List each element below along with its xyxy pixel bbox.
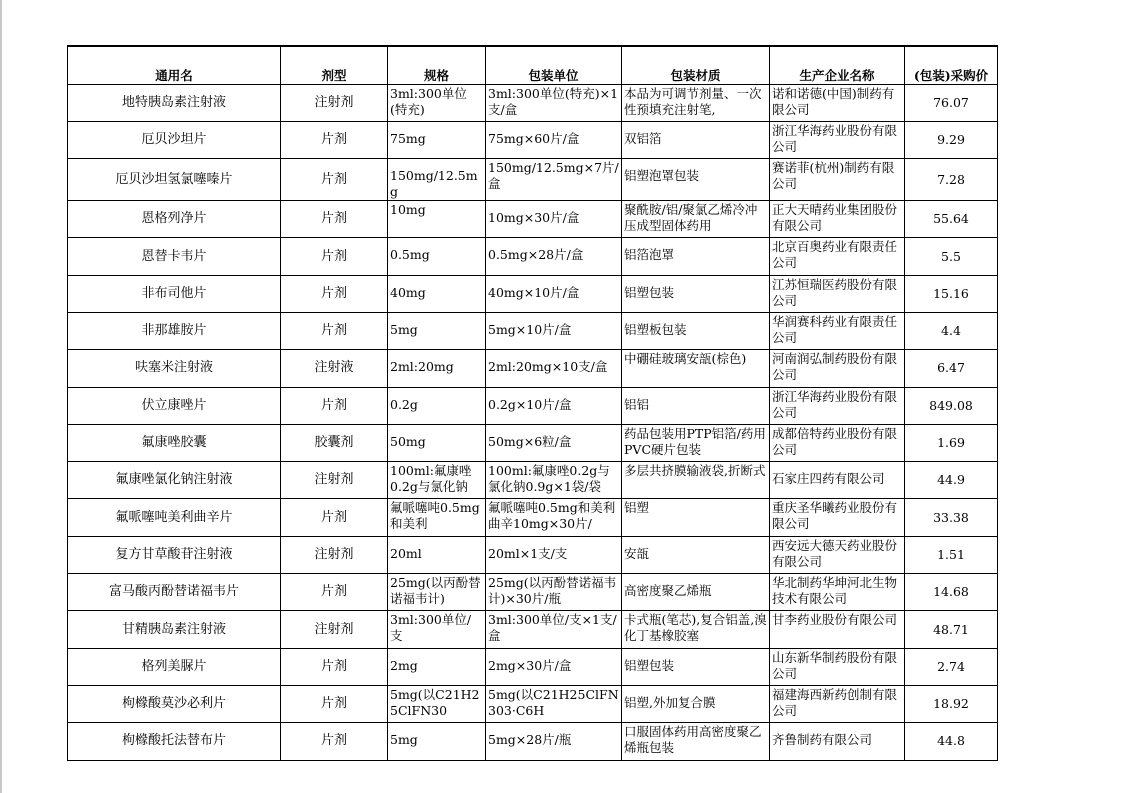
cell-form: 胶囊剂 <box>281 424 388 461</box>
cell-manufacturer-text: 甘李药业股份有限公司 <box>772 612 898 628</box>
table-row <box>68 350 998 387</box>
cell-manufacturer-text: 河南润弘制药股份有限公司 <box>772 351 898 383</box>
cell-spec-text: 75mg <box>390 130 426 146</box>
cell-pack-material-text: 安瓿 <box>624 545 650 561</box>
cell-form: 片剂 <box>281 574 388 611</box>
cell-name: 复方甘草酸苷注射液 <box>68 536 281 573</box>
cell-pack-material-text: 铝铝 <box>624 396 650 412</box>
cell-pack-material <box>622 201 770 238</box>
cell-pack-material <box>622 499 770 536</box>
table-row <box>68 723 998 760</box>
cell-form: 注射剂 <box>281 462 388 499</box>
cell-spec-text: 2ml:20mg <box>390 359 454 375</box>
cell-pack-unit <box>486 159 622 201</box>
cell-manufacturer <box>770 462 905 499</box>
cell-spec <box>388 201 486 238</box>
cell-name: 氟康唑氯化钠注射液 <box>68 462 281 499</box>
cell-pack-unit <box>486 275 622 312</box>
cell-manufacturer-text: 重庆圣华曦药业股份有限公司 <box>772 500 898 532</box>
cell-pack-unit-text: 5mg×10片/盒 <box>488 321 572 337</box>
cell-spec-text: 0.2g <box>390 396 418 412</box>
cell-price: 2.74 <box>905 648 998 685</box>
cell-pack-unit <box>486 648 622 685</box>
cell-form: 注射液 <box>281 350 388 387</box>
cell-pack-material <box>622 574 770 611</box>
cell-spec <box>388 424 486 461</box>
cell-manufacturer-text: 浙江华海药业股份有限公司 <box>772 122 898 154</box>
cell-pack-material <box>622 462 770 499</box>
cell-pack-material <box>622 350 770 387</box>
cell-manufacturer <box>770 611 905 648</box>
table-row <box>68 499 998 536</box>
cell-pack-unit-text: 100ml:氟康唑0.2g与氯化钠0.9g×1袋/袋 <box>488 463 610 495</box>
cell-name: 恩替卡韦片 <box>68 238 281 275</box>
cell-manufacturer <box>770 536 905 573</box>
table-body <box>68 84 998 760</box>
cell-spec-text: 3ml:300单位(特充) <box>390 85 467 117</box>
cell-spec <box>388 312 486 349</box>
table-row <box>68 424 998 461</box>
cell-pack-material <box>622 312 770 349</box>
cell-pack-unit <box>486 350 622 387</box>
cell-pack-unit <box>486 387 622 424</box>
header-row <box>68 46 998 84</box>
table-row <box>68 159 998 201</box>
cell-manufacturer <box>770 275 905 312</box>
cell-form: 片剂 <box>281 387 388 424</box>
cell-price: 48.71 <box>905 611 998 648</box>
cell-name: 恩格列净片 <box>68 201 281 238</box>
cell-pack-material <box>622 159 770 201</box>
cell-manufacturer <box>770 648 905 685</box>
cell-price: 55.64 <box>905 201 998 238</box>
cell-price: 5.5 <box>905 238 998 275</box>
cell-name: 非那雄胺片 <box>68 312 281 349</box>
cell-manufacturer-text: 福建海西新药创制有限公司 <box>772 686 898 718</box>
cell-manufacturer-text: 石家庄四药有限公司 <box>772 471 885 487</box>
cell-pack-unit <box>486 536 622 573</box>
cell-manufacturer-text: 山东新华制药股份有限公司 <box>772 649 898 681</box>
drug-price-table <box>67 45 998 761</box>
page-left-edge <box>0 0 2 793</box>
cell-manufacturer <box>770 201 905 238</box>
cell-manufacturer <box>770 499 905 536</box>
cell-pack-unit-text: 5mg(以C21H25ClFN303·C6H <box>488 686 619 718</box>
cell-pack-material-text: 铝塑,外加复合膜 <box>624 694 716 710</box>
cell-pack-unit <box>486 84 622 121</box>
cell-price: 18.92 <box>905 685 998 722</box>
cell-spec-text: 氟哌噻吨0.5mg和美利 <box>390 500 480 532</box>
cell-manufacturer <box>770 121 905 158</box>
cell-spec <box>388 387 486 424</box>
cell-name: 氟哌噻吨美利曲辛片 <box>68 499 281 536</box>
cell-name: 富马酸丙酚替诺福韦片 <box>68 574 281 611</box>
cell-pack-material <box>622 424 770 461</box>
cell-pack-material <box>622 723 770 760</box>
cell-form: 片剂 <box>281 201 388 238</box>
cell-pack-material-text: 铝塑包装 <box>624 657 675 673</box>
cell-pack-material-text: 高密度聚乙烯瓶 <box>624 583 712 599</box>
header-form: 剂型 <box>281 46 388 84</box>
cell-manufacturer <box>770 424 905 461</box>
cell-pack-material-text: 中硼硅玻璃安瓿(棕色) <box>624 351 747 367</box>
cell-price: 33.38 <box>905 499 998 536</box>
cell-spec-text: 0.5mg <box>390 247 430 263</box>
cell-pack-unit <box>486 574 622 611</box>
cell-pack-unit <box>486 499 622 536</box>
cell-pack-unit-text: 50mg×6粒/盒 <box>488 433 572 449</box>
cell-pack-unit-text: 氟哌噻吨0.5mg和美利曲辛10mg×30片/ <box>488 500 616 532</box>
cell-spec <box>388 574 486 611</box>
cell-price: 44.8 <box>905 723 998 760</box>
cell-spec <box>388 121 486 158</box>
cell-name: 呋塞米注射液 <box>68 350 281 387</box>
cell-pack-material <box>622 387 770 424</box>
cell-name: 甘精胰岛素注射液 <box>68 611 281 648</box>
cell-form: 注射剂 <box>281 536 388 573</box>
cell-pack-unit <box>486 685 622 722</box>
cell-pack-material-text: 铝箔泡罩 <box>624 247 675 263</box>
cell-pack-material <box>622 611 770 648</box>
cell-spec-text: 100ml:氟康唑0.2g与氯化钠 <box>390 463 472 495</box>
cell-form: 片剂 <box>281 275 388 312</box>
cell-spec-text: 3ml:300单位/支 <box>390 612 472 644</box>
cell-spec-text: 5mg(以C21H25ClFN30 <box>390 686 480 718</box>
table-row <box>68 121 998 158</box>
cell-pack-material-text: 口服固体药用高密度聚乙烯瓶包装 <box>624 724 762 756</box>
cell-pack-material-text: 多层共挤膜输液袋,折断式 <box>624 463 766 479</box>
cell-pack-unit <box>486 611 622 648</box>
cell-form: 注射剂 <box>281 611 388 648</box>
cell-price: 1.51 <box>905 536 998 573</box>
cell-pack-material-text: 药品包装用PTP铝箔/药用PVC硬片包装 <box>624 425 766 457</box>
cell-pack-unit <box>486 312 622 349</box>
cell-pack-material-text: 双铝箔 <box>624 130 662 146</box>
cell-manufacturer <box>770 159 905 201</box>
cell-pack-material <box>622 121 770 158</box>
cell-price: 76.07 <box>905 84 998 121</box>
cell-pack-unit-text: 0.2g×10片/盒 <box>488 396 572 412</box>
cell-spec-text: 50mg <box>390 433 426 449</box>
cell-pack-material-text: 铝塑板包装 <box>624 321 687 337</box>
cell-spec <box>388 84 486 121</box>
cell-pack-material <box>622 84 770 121</box>
cell-manufacturer-text: 浙江华海药业股份有限公司 <box>772 388 898 420</box>
cell-spec-text: 10mg <box>390 202 426 218</box>
cell-price: 14.68 <box>905 574 998 611</box>
cell-manufacturer-text: 诺和诺德(中国)制药有限公司 <box>772 85 895 117</box>
cell-manufacturer <box>770 350 905 387</box>
table-row <box>68 275 998 312</box>
cell-name: 厄贝沙坦氢氯噻嗪片 <box>68 159 281 201</box>
cell-pack-unit <box>486 424 622 461</box>
cell-pack-unit-text: 20ml×1支/支 <box>488 545 568 561</box>
cell-spec <box>388 499 486 536</box>
cell-form: 片剂 <box>281 723 388 760</box>
cell-name: 伏立康唑片 <box>68 387 281 424</box>
cell-pack-unit-text: 10mg×30片/盒 <box>488 210 580 226</box>
cell-pack-unit-text: 3ml:300单位/支×1支/盒 <box>488 612 617 644</box>
cell-manufacturer <box>770 387 905 424</box>
cell-form: 片剂 <box>281 121 388 158</box>
cell-price: 4.4 <box>905 312 998 349</box>
cell-pack-material <box>622 685 770 722</box>
cell-manufacturer-text: 北京百奥药业有限责任公司 <box>772 239 898 271</box>
cell-price: 7.28 <box>905 159 998 201</box>
cell-pack-unit <box>486 121 622 158</box>
cell-name: 非布司他片 <box>68 275 281 312</box>
cell-price: 1.69 <box>905 424 998 461</box>
cell-name: 氟康唑胶囊 <box>68 424 281 461</box>
cell-spec <box>388 648 486 685</box>
cell-manufacturer-text: 西安远大德天药业股份有限公司 <box>772 537 898 569</box>
cell-pack-material-text: 铝塑 <box>624 500 650 516</box>
header-manufacturer: 生产企业名称 <box>770 46 905 84</box>
table-row <box>68 685 998 722</box>
cell-price: 15.16 <box>905 275 998 312</box>
cell-spec <box>388 275 486 312</box>
cell-pack-material-text: 铝塑泡罩包装 <box>624 168 700 184</box>
cell-name: 枸橼酸托法替布片 <box>68 723 281 760</box>
cell-pack-material <box>622 648 770 685</box>
table-row <box>68 648 998 685</box>
table-row <box>68 201 998 238</box>
cell-spec <box>388 685 486 722</box>
header-name: 通用名 <box>68 46 281 84</box>
cell-pack-material-text: 本品为可调节剂量、一次性预填充注射笔, <box>624 85 762 117</box>
cell-manufacturer-text: 齐鲁制药有限公司 <box>772 732 873 748</box>
cell-price: 849.08 <box>905 387 998 424</box>
cell-spec-text: 150mg/12.5mg <box>390 168 478 200</box>
cell-spec-text: 20ml <box>390 545 422 561</box>
cell-pack-material <box>622 238 770 275</box>
cell-name: 枸橼酸莫沙必利片 <box>68 685 281 722</box>
cell-pack-unit-text: 3ml:300单位(特充)×1支/盒 <box>488 85 619 117</box>
table-row <box>68 536 998 573</box>
cell-form: 片剂 <box>281 648 388 685</box>
cell-pack-material-text: 聚酰胺/铝/聚氯乙烯冷冲压成型固体药用 <box>624 202 758 234</box>
cell-pack-unit <box>486 723 622 760</box>
cell-pack-unit-text: 5mg×28片/瓶 <box>488 732 572 748</box>
cell-manufacturer <box>770 312 905 349</box>
cell-spec <box>388 238 486 275</box>
cell-pack-unit-text: 2mg×30片/盒 <box>488 657 572 673</box>
cell-pack-unit-text: 75mg×60片/盒 <box>488 130 580 146</box>
cell-pack-unit <box>486 238 622 275</box>
cell-pack-unit-text: 40mg×10片/盒 <box>488 284 580 300</box>
cell-manufacturer-text: 正大天晴药业集团股份有限公司 <box>772 202 898 234</box>
header-price: (包装)采购价 <box>905 46 998 84</box>
cell-pack-unit-text: 25mg(以丙酚替诺福韦计)×30片/瓶 <box>488 575 617 607</box>
cell-form: 片剂 <box>281 499 388 536</box>
cell-manufacturer <box>770 238 905 275</box>
header-spec: 规格 <box>388 46 486 84</box>
cell-form: 片剂 <box>281 238 388 275</box>
cell-manufacturer-text: 华润赛科药业有限责任公司 <box>772 313 898 345</box>
cell-spec-text: 40mg <box>390 284 426 300</box>
cell-spec <box>388 159 486 201</box>
cell-spec <box>388 536 486 573</box>
cell-manufacturer <box>770 685 905 722</box>
cell-name: 格列美脲片 <box>68 648 281 685</box>
cell-form: 注射剂 <box>281 84 388 121</box>
cell-spec-text: 2mg <box>390 657 418 673</box>
cell-spec <box>388 723 486 760</box>
cell-name: 地特胰岛素注射液 <box>68 84 281 121</box>
cell-pack-unit <box>486 201 622 238</box>
cell-manufacturer <box>770 84 905 121</box>
cell-spec <box>388 350 486 387</box>
table-row <box>68 238 998 275</box>
cell-manufacturer-text: 成都倍特药业股份有限公司 <box>772 425 898 457</box>
cell-spec-text: 25mg(以丙酚替诺福韦计) <box>390 575 481 607</box>
cell-spec <box>388 462 486 499</box>
cell-pack-unit-text: 0.5mg×28片/盒 <box>488 247 584 263</box>
cell-manufacturer-text: 赛诺菲(杭州)制药有限公司 <box>772 160 895 192</box>
table-row <box>68 387 998 424</box>
cell-spec-text: 5mg <box>390 732 418 748</box>
cell-manufacturer-text: 华北制药华坤河北生物技术有限公司 <box>772 575 898 607</box>
cell-pack-material-text: 卡式瓶(笔芯),复合铝盖,溴化丁基橡胶塞 <box>624 612 767 644</box>
cell-price: 6.47 <box>905 350 998 387</box>
cell-spec-text: 5mg <box>390 321 418 337</box>
cell-form: 片剂 <box>281 159 388 201</box>
cell-price: 44.9 <box>905 462 998 499</box>
cell-form: 片剂 <box>281 685 388 722</box>
cell-form: 片剂 <box>281 312 388 349</box>
cell-pack-material <box>622 536 770 573</box>
table-row <box>68 462 998 499</box>
header-pack-unit: 包装单位 <box>486 46 622 84</box>
table-row <box>68 84 998 121</box>
cell-pack-unit <box>486 462 622 499</box>
cell-pack-unit-text: 150mg/12.5mg×7片/盒 <box>488 160 619 192</box>
cell-pack-unit-text: 2ml:20mg×10支/盒 <box>488 359 608 375</box>
cell-manufacturer-text: 江苏恒瑞医药股份有限公司 <box>772 276 898 308</box>
cell-spec <box>388 611 486 648</box>
cell-name: 厄贝沙坦片 <box>68 121 281 158</box>
table-row <box>68 312 998 349</box>
cell-price: 9.29 <box>905 121 998 158</box>
cell-pack-material-text: 铝塑包装 <box>624 284 675 300</box>
cell-pack-material <box>622 275 770 312</box>
table-row <box>68 611 998 648</box>
header-pack-material: 包装材质 <box>622 46 770 84</box>
table-row <box>68 574 998 611</box>
cell-manufacturer <box>770 574 905 611</box>
cell-manufacturer <box>770 723 905 760</box>
